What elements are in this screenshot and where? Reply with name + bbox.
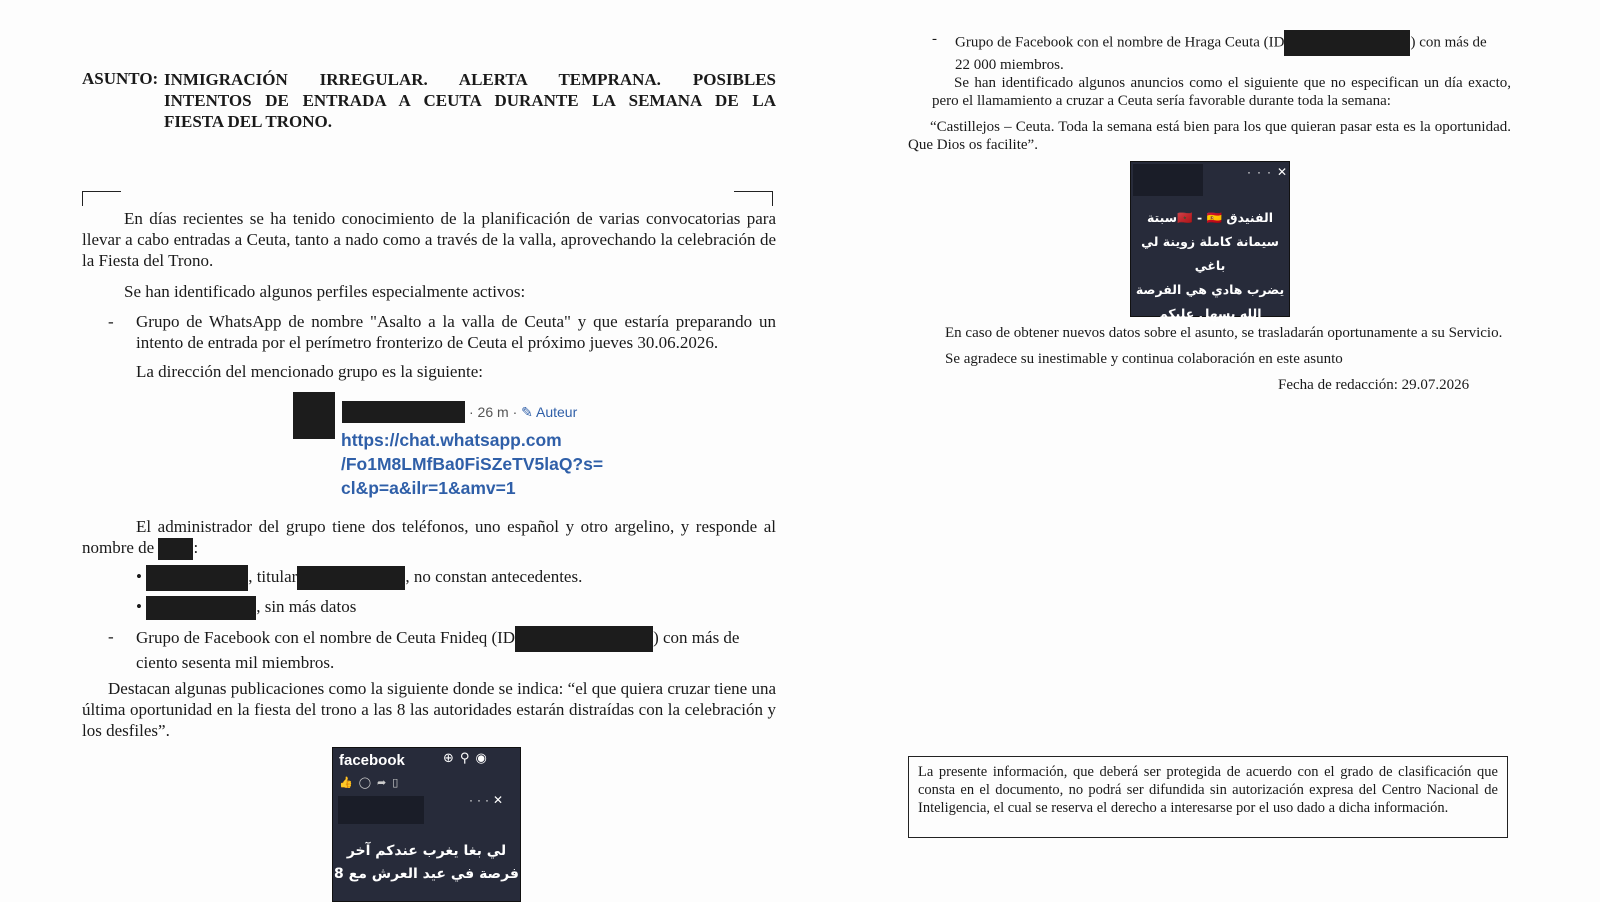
- admin-line-2: [82, 537, 776, 560]
- redacted-phone-1: [146, 565, 248, 591]
- phone-2-datos: , sin más datos: [256, 597, 357, 616]
- phone-1-antecedentes: , no constan antecedentes.: [405, 566, 583, 586]
- paragraph-agradecimiento: Se agradece su inestimable y continua colaboración en este asunto: [945, 351, 1343, 367]
- bullet-dash-1: -: [108, 312, 114, 331]
- ad-arabic-line-2: سيمانة كاملة زوينة لي باغي: [1141, 234, 1279, 273]
- like-icon[interactable]: 👍: [339, 777, 359, 789]
- redacted-phone-2: [146, 596, 256, 620]
- bullet-whatsapp-group: Grupo de WhatsApp de nombre "Asalto a la valla de Ceuta" y que estaría preparando un intento de entrada por el perímetro fronterizo de Ceuta el próximo jueves 30.06.2026.: [136, 312, 776, 352]
- corner-bracket-left: [82, 191, 121, 206]
- search-icon[interactable]: ⚲: [459, 750, 476, 765]
- more-options-icon[interactable]: ···: [469, 793, 493, 807]
- whatsapp-post-screenshot: [293, 392, 633, 502]
- asunto-line-3: FIESTA DEL TRONO.: [164, 112, 333, 131]
- paragraph-anuncios: Se han identificado algunos anuncios como el siguiente que no especifican un día exacto, pero el llamamiento a cruzar a Ceuta sería favorable durante toda la semana:: [932, 75, 1511, 109]
- post-author-label: Auteur: [535, 404, 578, 420]
- post-time: · 26 m ·: [469, 404, 518, 420]
- admin-name-suffix: :: [193, 538, 199, 557]
- bullet-dot-icon: •: [136, 597, 142, 616]
- more-options-icon[interactable]: ···: [1247, 165, 1277, 179]
- whatsapp-link-line-3: cl&p=a&ilr=1&amv=1: [341, 478, 516, 498]
- whatsapp-link-line-2: /Fo1M8LMfBa0FiSZeTV5laQ?s=: [341, 454, 604, 474]
- close-icon[interactable]: ✕: [493, 793, 508, 807]
- corner-bracket-right: [734, 191, 773, 206]
- asunto-label: ASUNTO:: [82, 69, 159, 88]
- redacted-fb-user: [338, 796, 424, 824]
- bullet-dot-icon: •: [136, 566, 142, 586]
- redacted-hraga-id: [1284, 30, 1410, 56]
- comment-icon[interactable]: ◯: [358, 777, 378, 789]
- hraga-text-end: ) con más de: [1410, 34, 1487, 51]
- messenger-icon[interactable]: ◉: [475, 750, 493, 765]
- paragraph-perfiles: Se han identificado algunos perfiles especialmente activos:: [124, 282, 526, 301]
- classification-notice-box: [908, 756, 1508, 838]
- redacted-fnideq-id: [515, 626, 653, 652]
- bullet-facebook-hraga: [955, 30, 1511, 74]
- ad-arabic-line-3: يضرب هادي هي الفرصة: [1135, 282, 1285, 297]
- fb-arabic-line-2: فرصة في عيد العرش مع 8: [334, 866, 519, 882]
- paragraph-nuevos-datos: En caso de obtener nuevos datos sobre el asunto, se trasladarán oportunamente a su Servicio.: [945, 325, 1503, 341]
- fecha-redaccion: Fecha de redacción: 29.07.2026: [1278, 377, 1470, 393]
- bullet-dash-3: -: [932, 31, 937, 47]
- asunto-line-2: INTENTOS DE ENTRADA A CEUTA DURANTE LA SEMANA DE LA: [164, 91, 776, 110]
- admin-name-prefix: nombre de: [82, 538, 155, 557]
- avatar: [293, 392, 335, 439]
- facebook-brand: facebook: [339, 752, 405, 769]
- pencil-icon: ✎: [521, 404, 533, 420]
- paragraph-administrador: [82, 516, 776, 560]
- fnideq-line-2: ciento sesenta mil miembros.: [136, 653, 335, 672]
- ad-post-screenshot: [1130, 161, 1294, 321]
- fb-arabic-line-1: لي بغا يغرب عندكم آخر: [346, 843, 507, 859]
- hraga-line-2: 22 000 miembros.: [955, 57, 1064, 73]
- ad-arabic-line-4: الله يسهل عليكم: [1158, 306, 1262, 321]
- paragraph-direccion: La dirección del mencionado grupo es la siguiente:: [136, 362, 483, 381]
- ad-arabic-line-1: الفنيدق 🇲🇦 - 🇪🇸سبتة: [1146, 210, 1274, 225]
- paragraph-intro: En días recientes se ha tenido conocimiento de la planificación de varias convocatorias para llevar a cabo entradas a Ceuta, tanto a nado como a través de la valla, aprovechando la celebración de la Fiesta del Trono.: [82, 209, 776, 270]
- close-icon[interactable]: ✕: [1277, 165, 1294, 179]
- share-icon[interactable]: ➦: [377, 777, 393, 789]
- phone-1-titular: , titular: [248, 566, 298, 586]
- asunto-line-1: INMIGRACIÓN IRREGULAR. ALERTA TEMPRANA. POSIBLES: [164, 70, 776, 89]
- phone-item-1: [136, 565, 582, 591]
- redacted-username: [342, 401, 465, 423]
- bullet-facebook-fnideq: [136, 626, 776, 673]
- facebook-post-screenshot: [332, 747, 521, 902]
- hraga-text-start: Grupo de Facebook con el nombre de Hraga Ceuta (ID: [955, 34, 1285, 51]
- plus-icon[interactable]: ⊕: [443, 750, 460, 765]
- asunto-title: [164, 69, 776, 132]
- bookmark-icon[interactable]: ▯: [392, 777, 405, 789]
- redacted-titular-name: [297, 566, 405, 590]
- bullet-dash-2: -: [108, 627, 114, 646]
- classification-notice-text: La presente información, que deberá ser protegida de acuerdo con el grado de clasificación que consta en el documento, no podrá ser difundida sin autorización expresa del Centro Nacional de Inteligencia, el cual se reserva el derecho a interesarse por el uso dado a dicha información.: [918, 764, 1498, 816]
- phone-item-2: [136, 596, 356, 620]
- whatsapp-link-line-1: https://chat.whatsapp.com: [341, 430, 562, 450]
- fnideq-text-end: ) con más de: [653, 627, 740, 647]
- paragraph-quote: “Castillejos – Ceuta. Toda la semana está bien para los que quieran pasar esta es la oportunidad. Que Dios os facilite”.: [908, 119, 1511, 153]
- redacted-admin-name: [158, 538, 193, 560]
- redacted-ad-user: [1133, 164, 1203, 196]
- admin-line-1: El administrador del grupo tiene dos teléfonos, uno español y otro argelino, y responde al: [136, 517, 776, 536]
- whatsapp-link[interactable]: [341, 428, 603, 500]
- paragraph-publicaciones: Destacan algunas publicaciones como la siguiente donde se indica: “el que quiera cruzar tiene una última oportunidad en la fiesta del trono a las 8 las autoridades estarán distraídas con la celebración y los desfiles”.: [82, 679, 776, 740]
- fnideq-text-start: Grupo de Facebook con el nombre de Ceuta Fnideq (ID: [136, 627, 516, 647]
